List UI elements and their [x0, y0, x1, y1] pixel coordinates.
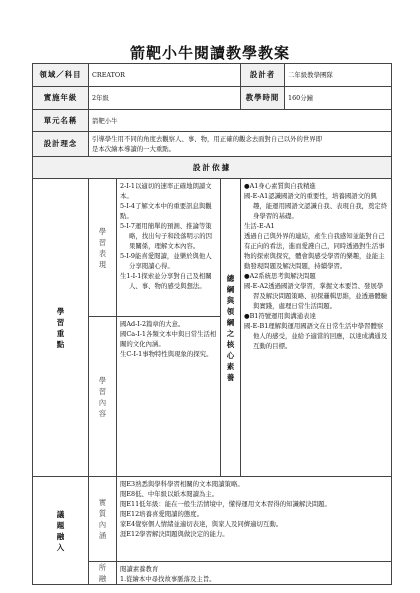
issues-item: 閱E3熟悉與學科學習相關的文本閱讀策略。: [120, 480, 244, 488]
concept-line: 是本次繪本導讀的一大重點。: [92, 145, 176, 153]
issues-unit-item: 閱讀素養教育: [120, 565, 159, 573]
content-item: 國Ca-Ⅰ-1各類文本中與日常生活相關的文化內涵。: [120, 330, 217, 348]
issues-unit-label: 所融: [89, 562, 117, 585]
core-item: 生活-E-A1: [244, 222, 275, 230]
time-value: 160分鐘: [285, 87, 392, 110]
core-item: ●A1身心素質與自我精進: [244, 182, 316, 190]
core-item: ●B1符號運用與溝通表達: [244, 312, 316, 320]
core-list: [241, 179, 392, 477]
issues-item: 閱E12培養喜愛閱讀的態度。: [120, 510, 204, 518]
core-item: ●A2系統思考與解決問題: [244, 272, 316, 280]
field-value: CREATOR: [89, 64, 241, 87]
content-list: [117, 317, 221, 477]
field-label: 領域／科目: [33, 64, 89, 87]
issues-item: 家E4覺察個人情緒並適切表達，與家人及同儕適切互動。: [120, 520, 283, 528]
core-item: 透過自己與外界的連結，產生自我感知並能對自己有正向的看法，進而愛護自己，同時透過對生活事物的探索與探究，體會與感受學習的樂趣，並能主動發現問題及解決問題，持續學習。: [244, 232, 385, 270]
unit-value: 箭靶小牛: [89, 110, 392, 132]
performance-item: 2-Ⅰ-1以適切的速率正確地朗讀文本。: [120, 182, 212, 200]
content-item: 生C-Ⅰ-1事物特性與現象的探究。: [120, 350, 213, 358]
grade-label: 實施年級: [33, 87, 89, 110]
issues-item: 涯E12學習解決問題與做決定的能力。: [120, 530, 229, 538]
performance-list: [117, 179, 221, 317]
page-title: 箭靶小牛閱讀教學教案: [129, 44, 290, 62]
content-item: 國Ad-Ⅰ-2篇章的大意。: [120, 320, 185, 328]
concept-label: 設計理念: [33, 132, 89, 157]
lesson-plan-table: [32, 63, 392, 585]
unit-label: 單元名稱: [33, 110, 89, 132]
core-item: 國-E-A1認識國語文的重要性，培養國語文的興趣，能運用國語文認識自我、表現自我，奠定終身學習的基礎。: [244, 192, 388, 220]
concept-value: [89, 132, 392, 157]
time-label: 教學時間: [241, 87, 285, 110]
core-label: 總綱與領綱之核心素養: [221, 179, 241, 477]
core-item: 國-E-A2透過國語文學習，掌握文本要旨、發展學習及解決問題策略、初探邏輯思維，並透過體驗與實踐，處理日常生活問題。: [244, 282, 388, 310]
focus-label: 學習重點: [33, 179, 89, 477]
performance-item: 5-Ⅰ-4了解文本中的重要訊息與觀點。: [120, 202, 212, 220]
performance-item: 5-Ⅰ-9能喜愛閱讀，並樂於與他人分享閱讀心得。: [120, 252, 212, 270]
issues-unit-item: 1.從繪本中尋找故事脈落及主旨。: [120, 575, 216, 583]
basis-heading: 設計依據: [33, 157, 392, 179]
concept-line: 引導學生用不同的角度去觀察人、事、物，用正確的觀念去面對自己以外的世界即: [92, 135, 323, 143]
grade-value: 2年級: [89, 87, 241, 110]
performance-item: 5-Ⅰ-7運用簡單的預測、推論等策略，找出句子和段落明示的因果關係，理解文本內容。: [120, 222, 213, 250]
issues-item: 閱E11低年級：能在一般生活情境中，懂得運用文本習得的知識解決問題。: [120, 500, 331, 508]
performance-item: 生1-Ⅰ-1探索並分享對自己及相關人、事、物的感受與想法。: [120, 272, 212, 290]
designer-label: 設計者: [241, 64, 285, 87]
issues-unit-list: [117, 562, 392, 585]
content-label: 學習內容: [89, 317, 117, 477]
issues-content-list: [117, 477, 392, 562]
core-item: 國-E-B1理解與運用國語文在日常生活中學習體察他人的感受，並給予適當的回應，以達成溝通及互動的目標。: [244, 322, 388, 350]
issues-content-label: 實質內涵: [89, 477, 117, 562]
issues-label: 議題融入: [33, 477, 89, 585]
performance-label: 學習表現: [89, 179, 117, 317]
designer-value: 二年級教學團隊: [285, 64, 392, 87]
issues-item: 閱E8低、中年級以紙本閱讀為主。: [120, 490, 219, 498]
